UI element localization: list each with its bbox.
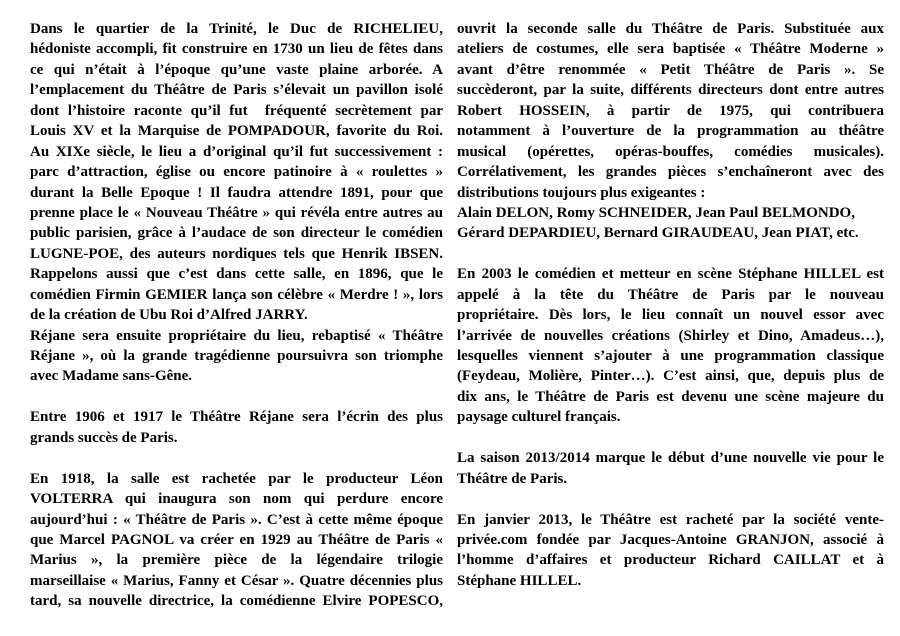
- text-line: privée.com fondée par Jacques-Antoine GRANJON, associé à: [457, 531, 884, 548]
- blank-line: [457, 428, 884, 448]
- text-line: propriétaire. Dès lors, le lieu connaît un nouvel essor avec: [457, 307, 884, 324]
- text-line: En janvier 2013, le Théâtre est racheté par la société vente-: [457, 511, 884, 528]
- text-line: Dans le quartier de la Trinité, le Duc de RICHELIEU,: [30, 21, 443, 37]
- text-line: Au XIXe siècle, le lieu a d’original qu’il fut successivement :: [30, 143, 443, 160]
- blank-line: [30, 448, 443, 468]
- text-line: dont l’histoire raconte qu’il fut fréquenté secrètement par: [30, 102, 443, 119]
- text-line: En 2003 le comédien et metteur en scène Stéphane HILLEL est: [457, 266, 884, 283]
- blank-line: [457, 244, 884, 264]
- text-line: grands succès de Paris.: [30, 429, 178, 446]
- text-line: Rappelons aussi que c’est dans cette salle, en 1896, que le: [30, 266, 443, 283]
- text-line: Alain DELON, Romy SCHNEIDER, Jean Paul BELMONDO,: [457, 204, 855, 221]
- text-line: avant d’être renommée « Petit Théâtre de Paris ». Se: [457, 61, 884, 78]
- text-line: La saison 2013/2014 marque le début d’une nouvelle vie pour le: [457, 450, 884, 467]
- text-line: ouvrit la seconde salle du Théâtre de Paris. Substituée aux: [457, 21, 884, 37]
- text-line: l’emplacement du Théâtre de Paris s’élevait un pavillon isolé: [30, 82, 443, 99]
- text-line: ateliers de costumes, elle sera baptisée « Théâtre Moderne »: [457, 41, 884, 58]
- text-line: aujourd’hui : « Théâtre de Paris ». C’est à cette même époque: [30, 511, 443, 528]
- text-line: durant la Belle Epoque ! Il faudra attendre 1891, pour que: [30, 184, 443, 201]
- text-line: succèderont, par la suite, différents directeurs dont entre autres: [457, 82, 884, 99]
- text-line: LUGNE-POE, des auteurs nordiques tels que Henrik IBSEN.: [30, 245, 443, 262]
- text-line: distributions toujours plus exigeantes :: [457, 184, 706, 201]
- text-column-left: [30, 19, 443, 636]
- text-line: parc d’attraction, église ou encore patinoire à « roulettes »: [30, 164, 443, 181]
- text-line: Réjane », où la grande tragédienne poursuivra son triomphe: [30, 348, 443, 364]
- text-line: (Feydeau, Molière, Pinter…). C’est ainsi, que, depuis plus de: [457, 368, 884, 385]
- text-line: comédien Firmin GEMIER lança son célèbre « Merdre ! », lors: [30, 286, 443, 303]
- text-column-right: [457, 19, 884, 636]
- text-line: paysage culturel français.: [457, 409, 621, 426]
- text-line: VOLTERRA qui inaugura son nom qui perdure encore: [30, 491, 443, 508]
- text-line: Entre 1906 et 1917 le Théâtre Réjane sera l’écrin des plus: [30, 409, 443, 426]
- text-line: prenne place le « Nouveau Théâtre » qui révéla entre autres au: [30, 204, 443, 221]
- text-line: public parisien, grâce à l’audace de son directeur le comédien: [30, 225, 443, 242]
- text-line: dix ans, le Théâtre de Paris est devenu une scène majeure du: [457, 388, 884, 405]
- text-line: l’homme d’affaires et producteur Richard CAILLAT et à: [457, 552, 884, 569]
- text-line: Marius », la première pièce de la légendaire trilogie: [30, 552, 443, 569]
- text-line: que Marcel PAGNOL va créer en 1929 au Théâtre de Paris «: [30, 531, 443, 548]
- text-line: En 1918, la salle est rachetée par le producteur Léon: [30, 470, 443, 487]
- text-line: tard, sa nouvelle directrice, la comédienne Elvire POPESCO,: [30, 593, 443, 610]
- text-line: de la création de Ubu Roi d’Alfred JARRY.: [30, 307, 308, 324]
- blank-line: [457, 489, 884, 509]
- text-line: l’arrivée de nouvelles créations (Shirley et Dino, Amadeus…),: [457, 327, 884, 344]
- text-line: Réjane sera ensuite propriétaire du lieu, rebaptisé « Théâtre: [30, 327, 443, 344]
- text-line: lesquelles viennent s’ajouter à une programmation classique: [457, 348, 884, 364]
- text-line: notamment à l’ouverture de la programmation au théâtre: [457, 123, 884, 140]
- text-line: Louis XV et la Marquise de POMPADOUR, favorite du Roi.: [30, 123, 443, 140]
- text-line: Corrélativement, les grandes pièces s’enchaîneront avec des: [457, 164, 884, 181]
- text-line: avec Madame sans-Gêne.: [30, 368, 193, 385]
- text-line: musical (opérettes, opéras-bouffes, comédies musicales).: [457, 143, 884, 160]
- text-line: hédoniste accompli, fit construire en 1730 un lieu de fêtes dans: [30, 41, 443, 58]
- text-line: appelé à la tête du Théâtre de Paris par le nouveau: [457, 286, 884, 303]
- text-line: Stéphane HILLEL.: [457, 572, 582, 589]
- text-line: ce qui n’était à l’époque qu’une vaste plaine arborée. A: [30, 61, 443, 78]
- text-line: Robert HOSSEIN, à partir de 1975, qui contribuera: [457, 102, 884, 119]
- text-line: Théâtre de Paris.: [457, 470, 568, 487]
- text-line: Gérard DEPARDIEU, Bernard GIRAUDEAU, Jean PIAT, etc.: [457, 225, 859, 242]
- text-line: marseillaise « Marius, Fanny et César ». Quatre décennies plus: [30, 572, 443, 589]
- blank-line: [30, 387, 443, 407]
